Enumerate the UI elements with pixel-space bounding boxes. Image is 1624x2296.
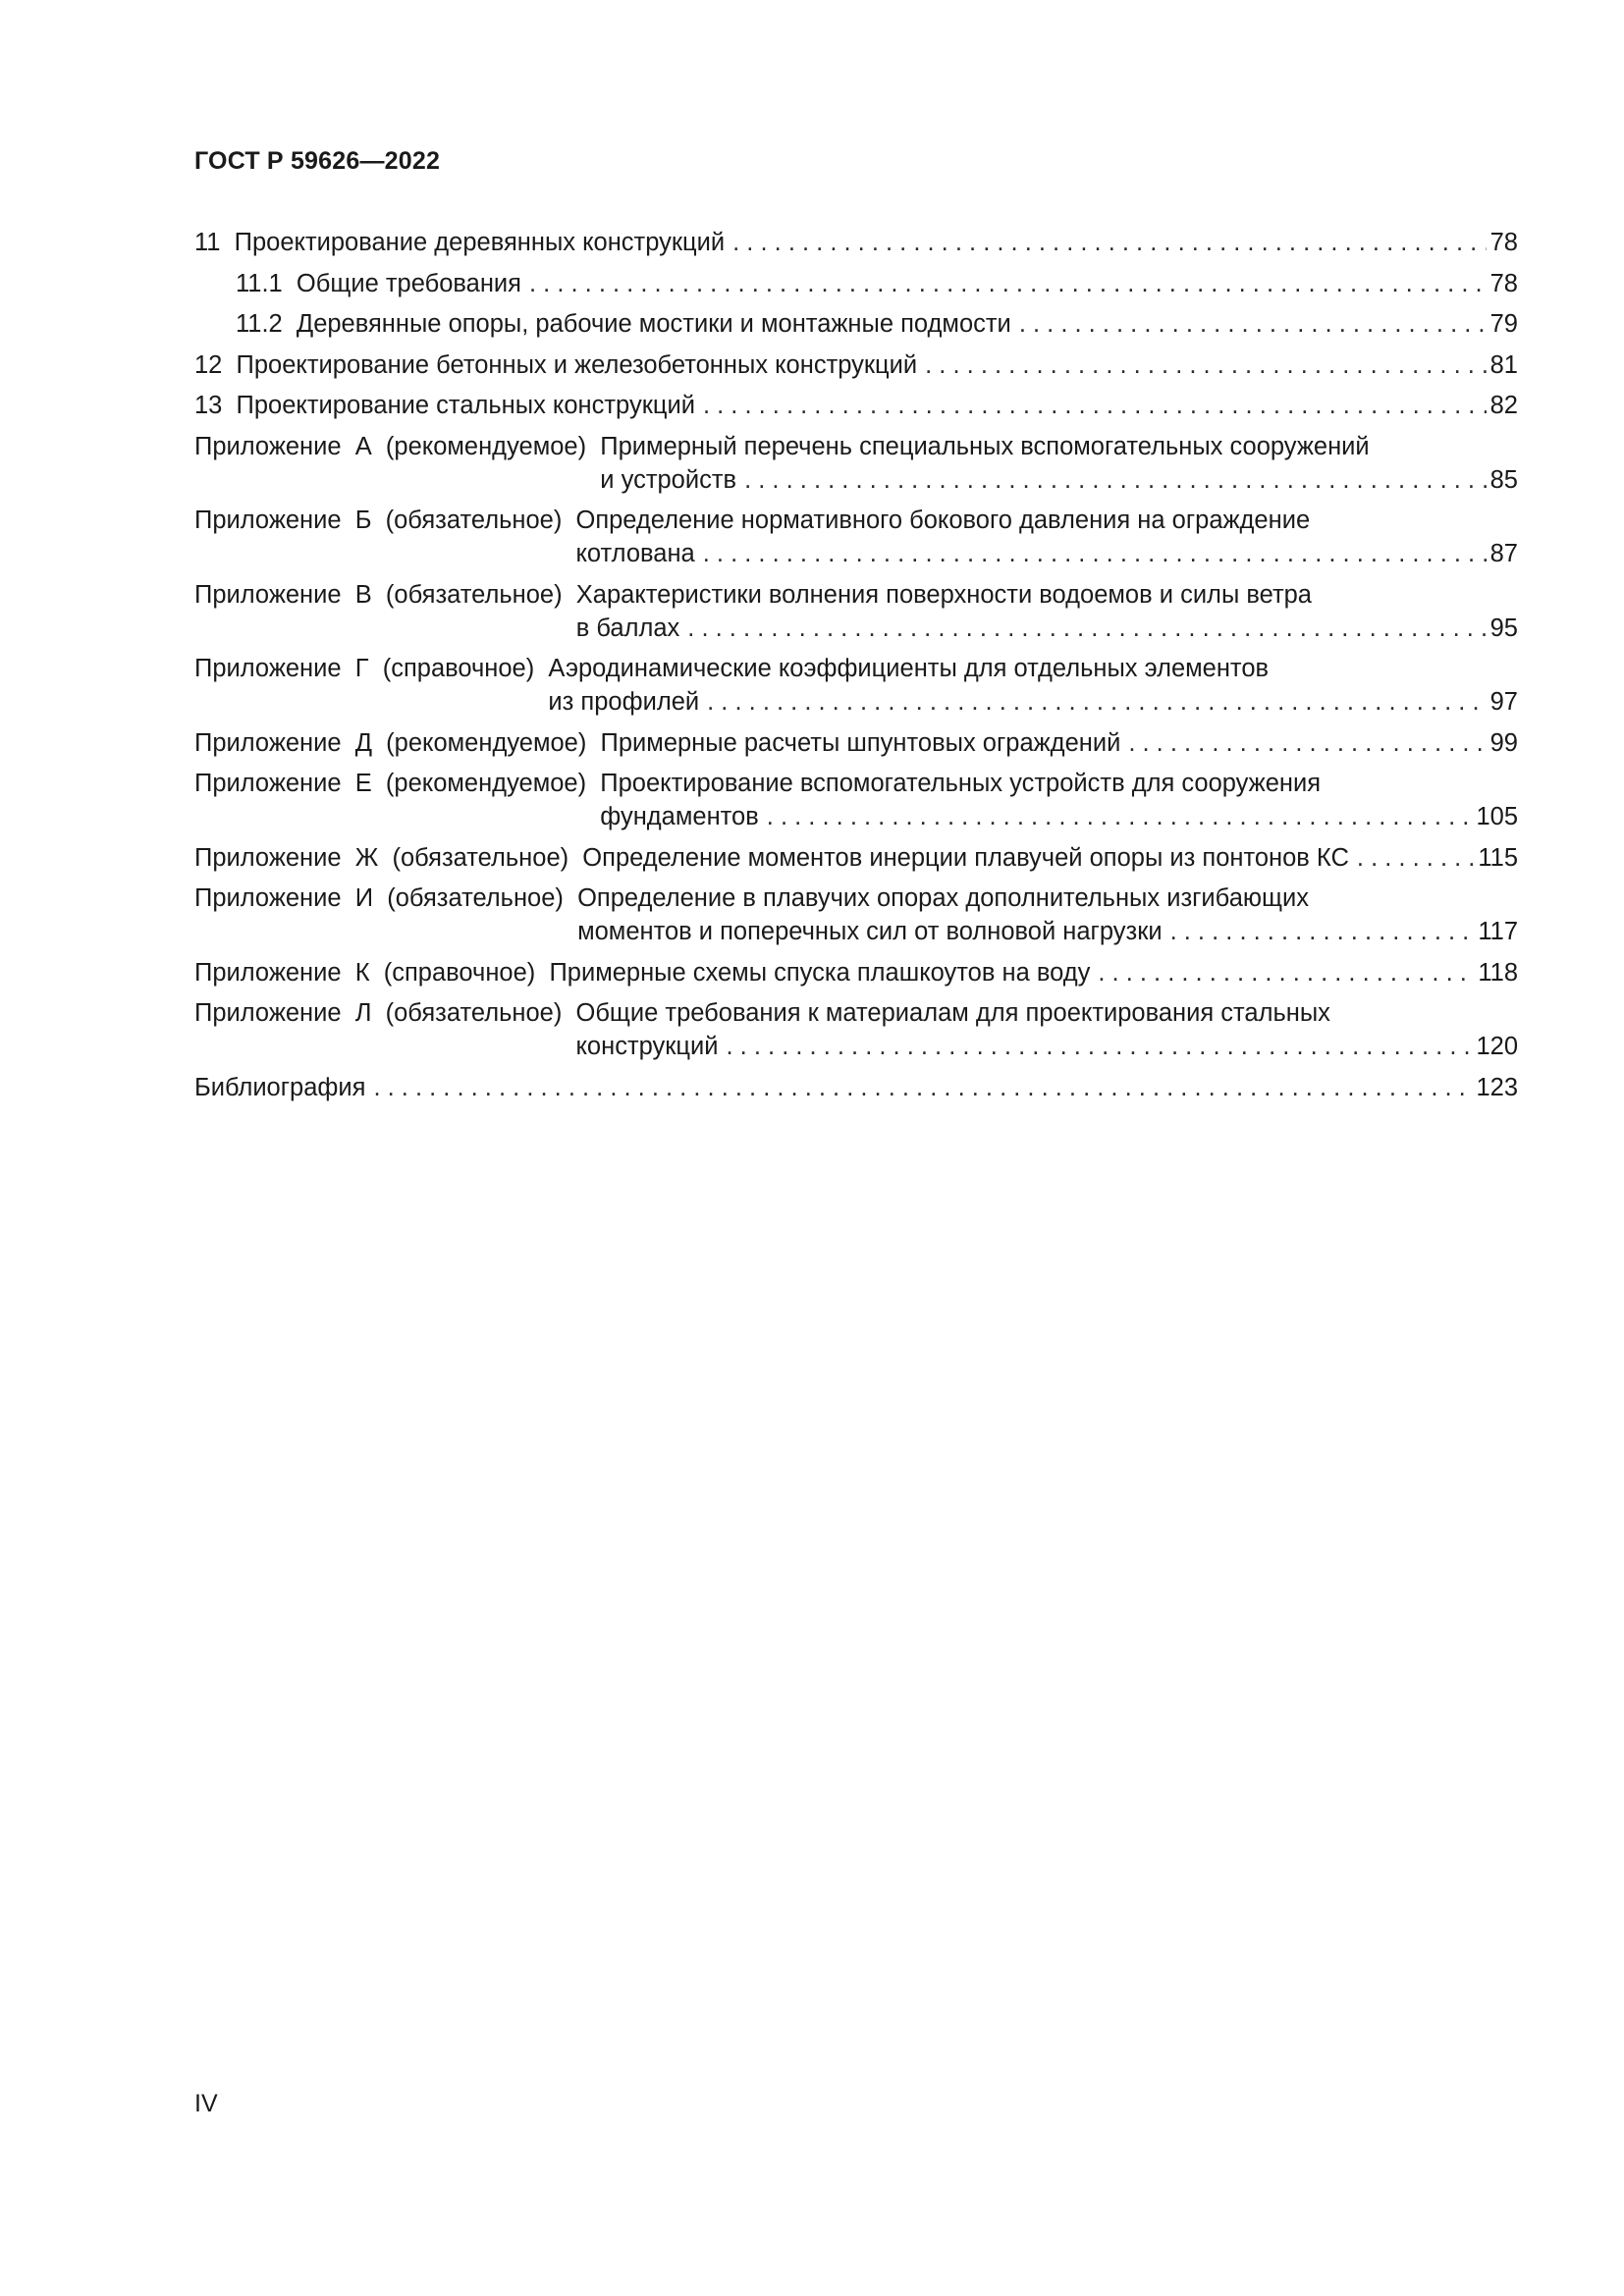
toc-leader-dots: [1098, 956, 1474, 989]
toc-entry[interactable]: [194, 726, 1518, 760]
toc-leader-dots: [703, 537, 1487, 570]
toc-entry[interactable]: [194, 307, 1518, 341]
toc-page-number: 97: [1489, 688, 1518, 716]
toc-entry-title: [194, 1071, 365, 1104]
toc-leader-dots: [1170, 915, 1475, 948]
toc-page-number: 87: [1489, 540, 1518, 567]
toc-page-number: 78: [1489, 229, 1518, 256]
page-number-footer: IV: [194, 2090, 218, 2117]
toc-entry-title-text: Проектирование деревянных конструкций: [234, 229, 726, 256]
toc-leader-dots: [744, 463, 1487, 497]
toc-entry[interactable]: [194, 226, 1518, 259]
toc-entry-title: [236, 307, 1011, 341]
toc-entry[interactable]: [194, 430, 1518, 497]
toc-entry-prefix: Приложение Б (обязательное): [194, 507, 576, 534]
toc-entry-title-text: Проектирование бетонных и железобетонных конструкций: [236, 350, 918, 379]
toc-entry[interactable]: [194, 389, 1518, 422]
toc-leader-dots: [529, 267, 1487, 300]
toc-leader-dots: [373, 1071, 1472, 1104]
toc-entry-prefix: Приложение И (обязательное): [194, 884, 578, 912]
toc-page-number: 81: [1489, 350, 1518, 379]
toc-entry-title-text: Определение в плавучих опорах дополнительных изгибающих: [577, 884, 1309, 912]
toc-entry-title-continuation: моментов и поперечных сил от волновой нагрузки: [577, 918, 1163, 945]
toc-page-number: 105: [1476, 803, 1518, 830]
toc-entry[interactable]: [194, 578, 1518, 645]
toc-entry-title-continuation: из профилей: [548, 688, 700, 716]
document-header-id: ГОСТ Р 59626—2022: [194, 147, 441, 175]
toc-page-number: 79: [1489, 310, 1518, 338]
toc-entry-title-text: Примерные схемы спуска плашкоутов на воду: [549, 958, 1091, 987]
toc-entry-prefix: Приложение В (обязательное): [194, 580, 576, 609]
toc-entry-title-text: Проектирование вспомогательных устройств для сооружения: [600, 770, 1322, 797]
toc-leader-dots: [703, 389, 1487, 422]
toc-entry-prefix: Приложение Г (справочное): [194, 655, 549, 682]
toc-page-number: 115: [1478, 843, 1518, 872]
toc-entry[interactable]: [194, 996, 1518, 1063]
toc-leader-dots: [707, 685, 1486, 719]
toc-leader-dots: [687, 612, 1486, 645]
toc-entry[interactable]: [194, 652, 1518, 719]
toc-page-number: 78: [1489, 269, 1518, 297]
toc-entry-title-text: Общие требования к материалам для проектирования стальных: [575, 999, 1330, 1027]
toc-leader-dots: [732, 226, 1486, 259]
toc-entry-prefix: Приложение Е (рекомендуемое): [194, 770, 601, 797]
toc-page-number: 123: [1476, 1073, 1518, 1101]
toc-entry[interactable]: [194, 504, 1518, 570]
toc-entry-title-continuation: конструкций: [575, 1033, 719, 1060]
toc-entry-title-text: Деревянные опоры, рабочие мостики и монтажные подмости: [296, 310, 1011, 338]
toc-entry-title-text: Определение нормативного бокового давления на ограждение: [575, 507, 1311, 534]
toc-entry-prefix: Приложение А (рекомендуемое): [194, 432, 601, 460]
toc-page-number: 82: [1489, 392, 1518, 419]
toc-page-number: 95: [1489, 614, 1518, 642]
toc-leader-dots: [1128, 726, 1486, 760]
toc-entry-title-text: Примерный перечень специальных вспомогательных сооружений: [600, 432, 1370, 460]
toc-entry-title: [236, 267, 521, 300]
toc-entry[interactable]: [194, 348, 1518, 382]
toc-page-number: 120: [1476, 1033, 1518, 1060]
toc-entry-prefix: 11: [194, 229, 235, 256]
toc-entry-title: [194, 726, 1120, 760]
toc-entry-title-text: Проектирование стальных конструкций: [236, 392, 695, 419]
toc-entry-title: [194, 956, 1090, 989]
toc-page-number: 117: [1478, 918, 1518, 945]
toc-entry-title: [194, 348, 917, 382]
table-of-contents: [194, 226, 1518, 1111]
toc-entry[interactable]: [194, 767, 1518, 833]
toc-entry-prefix: Приложение Д (рекомендуемое): [194, 728, 601, 757]
toc-page-number: 118: [1478, 958, 1518, 987]
toc-entry-title: [194, 226, 725, 259]
toc-entry-prefix: 13: [194, 392, 237, 419]
toc-entry-prefix: Приложение Ж (обязательное): [194, 843, 583, 872]
toc-entry-prefix: 11.2: [236, 310, 297, 338]
toc-leader-dots: [1019, 307, 1487, 341]
toc-page-number: 99: [1489, 728, 1518, 757]
toc-entry-prefix: 11.1: [236, 269, 297, 297]
toc-entry-prefix: Приложение К (справочное): [194, 958, 550, 987]
toc-entry-title-continuation: котлована: [575, 540, 695, 567]
toc-entry-title: [194, 841, 1349, 875]
toc-entry-title-text: Аэродинамические коэффициенты для отдельных элементов: [548, 655, 1270, 682]
toc-leader-dots: [1357, 841, 1474, 875]
toc-leader-dots: [727, 1030, 1473, 1063]
toc-entry-title-continuation: и устройств: [600, 465, 737, 494]
toc-entry-title-text: Общие требования: [296, 269, 521, 297]
toc-entry-title-continuation: в баллах: [575, 614, 680, 642]
toc-entry-prefix: 12: [194, 350, 237, 379]
toc-entry-title-text: Определение моментов инерции плавучей опоры из понтонов КС: [582, 843, 1349, 872]
toc-entry-title-text: Библиография: [194, 1073, 366, 1101]
toc-entry[interactable]: [194, 881, 1518, 948]
toc-entry[interactable]: [194, 267, 1518, 300]
toc-leader-dots: [767, 800, 1473, 833]
toc-page-number: 85: [1489, 465, 1518, 494]
toc-entry-title-text: Примерные расчеты шпунтовых ограждений: [600, 728, 1121, 757]
toc-entry[interactable]: [194, 1071, 1518, 1104]
toc-leader-dots: [925, 348, 1486, 382]
toc-entry[interactable]: [194, 956, 1518, 989]
toc-entry-title-continuation: фундаментов: [600, 803, 759, 830]
toc-entry-prefix: Приложение Л (обязательное): [194, 999, 576, 1027]
toc-entry-title: [194, 389, 695, 422]
toc-entry[interactable]: [194, 841, 1518, 875]
toc-entry-title-text: Характеристики волнения поверхности водоемов и силы ветра: [575, 580, 1312, 609]
